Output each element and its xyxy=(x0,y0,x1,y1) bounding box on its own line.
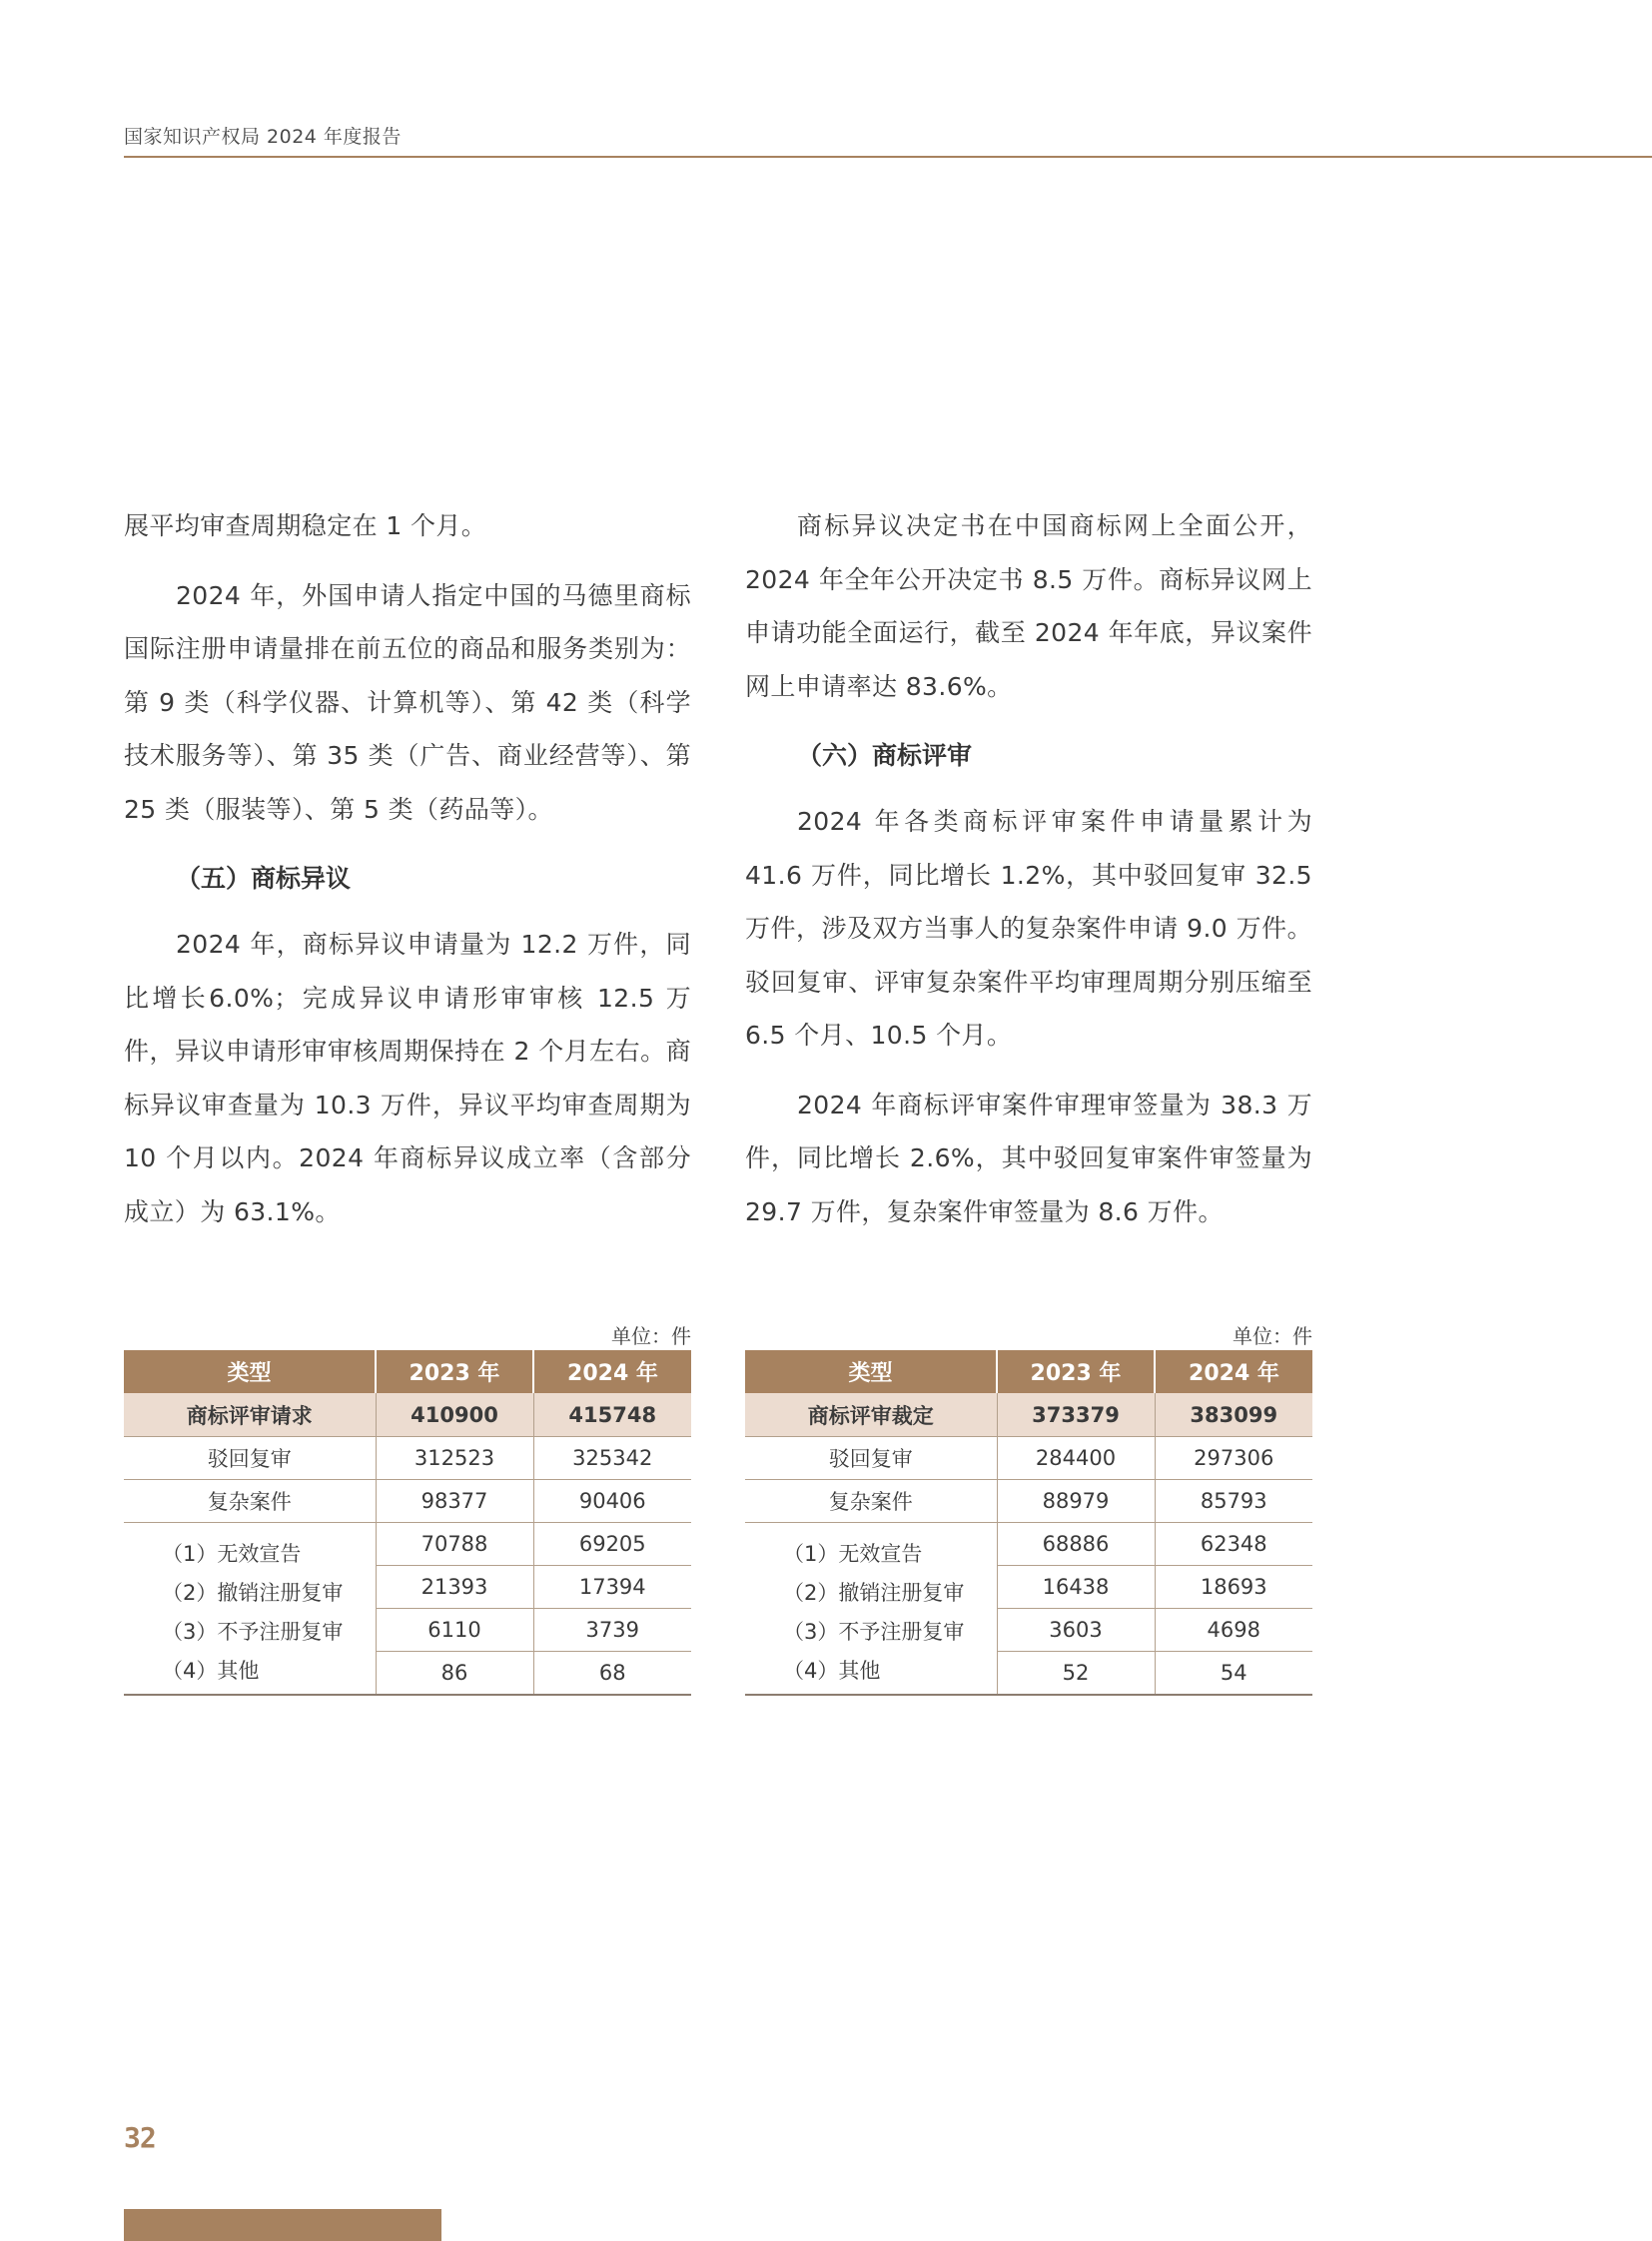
table-header-row xyxy=(745,1350,1312,1393)
report-title: 国家知识产权局 2024 年度报告 xyxy=(124,126,402,148)
column-header: 2023 年 xyxy=(376,1350,533,1393)
footer-accent-bar xyxy=(124,2209,441,2241)
paragraph: 2024 年，外国申请人指定中国的马德里商标国际注册申请量排在前五位的商品和服务类别为：第 9 类（科学仪器、计算机等）、第 42 类（科学技术服务等）、第 35 类（广告、商业经营等）、第 25 类（服装等）、第 5 类（药品等）。 xyxy=(124,580,691,824)
paragraph: 2024 年商标评审案件审理审签量为 38.3 万件，同比增长 2.6%，其中驳回复审案件审签量为 29.7 万件，复杂案件审签量为 8.6 万件。 xyxy=(745,1090,1312,1226)
table-row xyxy=(124,1437,691,1480)
column-header: 2024 年 xyxy=(1155,1350,1312,1393)
cell-2024: 17394 xyxy=(533,1566,691,1609)
header-divider xyxy=(124,156,1652,158)
sub-label: （4）其他 xyxy=(162,1659,260,1683)
review-ruling-table xyxy=(745,1350,1312,1696)
cell-2023: 21393 xyxy=(376,1566,533,1609)
column-header: 类型 xyxy=(745,1350,997,1393)
cell-2023: 52 xyxy=(997,1652,1155,1696)
row-label: 商标评审裁定 xyxy=(745,1393,997,1437)
paragraph: 商标异议决定书在中国商标网上全面公开，2024 年全年公开决定书 8.5 万件。商标异议网上申请功能全面运行，截至 2024 年年底，异议案件网上申请率达 83.6%。 xyxy=(745,511,1312,701)
cell-2023: 88979 xyxy=(997,1480,1155,1523)
sub-label: （2）撤销注册复审 xyxy=(783,1581,965,1605)
cell-2023: 86 xyxy=(376,1652,533,1696)
row-label: 复杂案件 xyxy=(745,1480,997,1523)
unit-label: 单位：件 xyxy=(611,1324,691,1348)
table-row-total xyxy=(124,1393,691,1437)
table-header-row xyxy=(124,1350,691,1393)
table-row xyxy=(745,1480,1312,1523)
sub-category-labels xyxy=(745,1523,997,1696)
cell-2024: 297306 xyxy=(1155,1437,1312,1480)
page-number: 32 xyxy=(124,2121,156,2154)
paragraph: 2024 年各类商标评审案件申请量累计为 41.6 万件，同比增长 1.2%，其中驳回复审 32.5 万件，涉及双方当事人的复杂案件申请 9.0 万件。驳回复审、评审复杂案件平均审理周期分别压缩至 6.5 个月、10.5 个月。 xyxy=(745,807,1312,1050)
row-label: 复杂案件 xyxy=(124,1480,376,1523)
sub-label: （4）其他 xyxy=(783,1659,881,1683)
cell-2024: 325342 xyxy=(533,1437,691,1480)
cell-2023: 98377 xyxy=(376,1480,533,1523)
row-label: 驳回复审 xyxy=(124,1437,376,1480)
row-label: 驳回复审 xyxy=(745,1437,997,1480)
cell-2023: 373379 xyxy=(997,1393,1155,1437)
sub-label: （3）不予注册复审 xyxy=(162,1620,344,1644)
sub-label: （3）不予注册复审 xyxy=(783,1620,965,1644)
cell-2023: 3603 xyxy=(997,1609,1155,1652)
cell-2024: 90406 xyxy=(533,1480,691,1523)
section-heading-opposition: （五）商标异议 xyxy=(176,864,352,893)
column-header: 2024 年 xyxy=(533,1350,691,1393)
right-column xyxy=(745,499,1312,1254)
cell-2023: 70788 xyxy=(376,1523,533,1566)
cell-2023: 410900 xyxy=(376,1393,533,1437)
cell-2024: 69205 xyxy=(533,1523,691,1566)
column-header: 类型 xyxy=(124,1350,376,1393)
column-header: 2023 年 xyxy=(997,1350,1155,1393)
cell-2024: 3739 xyxy=(533,1609,691,1652)
table-row-total xyxy=(745,1393,1312,1437)
cell-2024: 4698 xyxy=(1155,1609,1312,1652)
table-row xyxy=(124,1480,691,1523)
unit-label: 单位：件 xyxy=(1233,1324,1312,1348)
cell-2024: 62348 xyxy=(1155,1523,1312,1566)
cell-2023: 284400 xyxy=(997,1437,1155,1480)
table-row xyxy=(124,1523,691,1566)
cell-2024: 85793 xyxy=(1155,1480,1312,1523)
paragraph: 展平均审查周期稳定在 1 个月。 xyxy=(124,511,487,540)
left-column xyxy=(124,499,691,1254)
row-label: 商标评审请求 xyxy=(124,1393,376,1437)
sub-category-labels xyxy=(124,1523,376,1696)
table-row xyxy=(745,1523,1312,1566)
cell-2023: 6110 xyxy=(376,1609,533,1652)
cell-2024: 18693 xyxy=(1155,1566,1312,1609)
cell-2024: 383099 xyxy=(1155,1393,1312,1437)
review-request-table xyxy=(124,1350,691,1696)
sub-label: （1）无效宣告 xyxy=(162,1542,302,1566)
table-row xyxy=(745,1437,1312,1480)
cell-2024: 68 xyxy=(533,1652,691,1696)
paragraph: 2024 年，商标异议申请量为 12.2 万件，同比增长6.0%；完成异议申请形审审核 12.5 万件，异议申请形审审核周期保持在 2 个月左右。商标异议审查量为 10.3 万件，异议平均审查周期为 10 个月以内。2024 年商标异议成立率（含部分成立）为 63.1%。 xyxy=(124,930,691,1226)
cell-2024: 415748 xyxy=(533,1393,691,1437)
cell-2024: 54 xyxy=(1155,1652,1312,1696)
sub-label: （1）无效宣告 xyxy=(783,1542,923,1566)
cell-2023: 68886 xyxy=(997,1523,1155,1566)
cell-2023: 16438 xyxy=(997,1566,1155,1609)
sub-label: （2）撤销注册复审 xyxy=(162,1581,344,1605)
section-heading-review: （六）商标评审 xyxy=(797,741,973,770)
cell-2023: 312523 xyxy=(376,1437,533,1480)
